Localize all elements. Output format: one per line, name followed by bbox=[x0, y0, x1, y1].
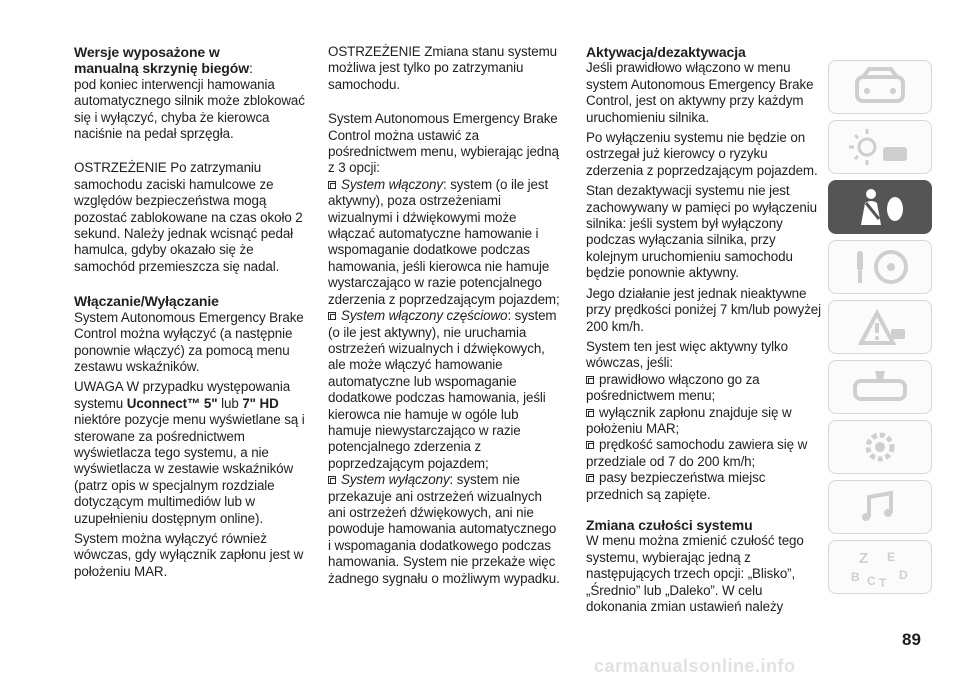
list-item: prawidłowo włączono go za pośrednictwem menu; bbox=[586, 371, 760, 404]
option-item: System wyłączony: system nie przekazuje ani ostrzeżeń wizualnych ani ostrzeżeń dźwiękowych, ani nie powoduje hamowania automatycznego i wspomagania dodatkowego podczas hamowania. System nie przekaże więc żadnego sygnału o możliwym wypadku. bbox=[328, 472, 560, 586]
tab-technical-data[interactable] bbox=[828, 420, 932, 474]
tab-maintenance[interactable] bbox=[828, 360, 932, 414]
index-letter: D bbox=[899, 568, 908, 582]
text-column-2 bbox=[328, 44, 560, 587]
bullet-icon bbox=[328, 312, 336, 320]
section-heading: Włączanie/Wyłączanie bbox=[74, 293, 219, 310]
section-heading: Aktywacja/dezaktywacja bbox=[586, 44, 746, 60]
index-letter: T bbox=[879, 576, 887, 589]
bullet-icon bbox=[586, 376, 594, 384]
paragraph: Jeśli prawidłowo włączono w menu system Autonomous Emergency Brake Control, jest on aktywny przy każdym uruchomieniu silnika. bbox=[586, 60, 814, 125]
tab-dashboard[interactable] bbox=[828, 60, 932, 114]
list-item: pasy bezpieczeństwa miejsc przednich są zapięte. bbox=[586, 470, 766, 502]
bullet-icon bbox=[328, 476, 336, 484]
index-letter: B bbox=[851, 570, 860, 584]
maintenance-wrench-icon bbox=[845, 365, 915, 409]
tab-safety[interactable] bbox=[828, 180, 932, 234]
bullet-icon bbox=[586, 409, 594, 417]
car-dashboard-icon bbox=[845, 65, 915, 109]
paragraph: UWAGA W przypadku występowania systemu Uconnect™ 5" lub 7" HD niektóre pozycje menu wyświetlane są i sterowane za pośrednictwem wyświetlacza tego systemu, a nie wyświetlacza w zestawie wskaźników (patrz opis w specjalnym rozdziale dotyczącym multimediów lub w uzupełnieniu dostępnym online). bbox=[74, 379, 305, 526]
paragraph: System Autonomous Emergency Brake Control można ustawić za pośrednictwem menu, wybierając jedną z 3 opcji: bbox=[328, 111, 559, 176]
index-letter: C bbox=[867, 574, 876, 588]
paragraph: System Autonomous Emergency Brake Control można wyłączyć (a następnie ponownie włączyć) za pomocą menu zestawu wskaźników. bbox=[74, 309, 304, 374]
index-letters-icon bbox=[845, 545, 915, 589]
bullet-icon bbox=[328, 181, 336, 189]
section-heading: Zmiana czułości systemu bbox=[586, 516, 753, 533]
text-column-1 bbox=[74, 44, 306, 580]
heading-bold-part: manualną skrzynię biegów bbox=[74, 60, 249, 77]
paragraph: Stan dezaktywacji systemu nie jest zachowywany w pamięci po wyłączeniu silnika: jeśli system był wyłączony podczas wyłączania silnika, przy kolejnym uruchomieniu samochodu będzie ponownie aktywny. bbox=[586, 183, 817, 281]
bullet-icon bbox=[586, 474, 594, 482]
warning-triangle-car-icon bbox=[845, 305, 915, 349]
technical-data-gear-icon bbox=[845, 425, 915, 469]
text-column-3 bbox=[586, 44, 822, 615]
tab-multimedia[interactable] bbox=[828, 480, 932, 534]
chapter-tabs bbox=[828, 60, 934, 600]
paragraph: Jego działanie jest jednak nieaktywne przy prędkości poniżej 7 km/lub powyżej 200 km/h. bbox=[586, 285, 822, 334]
list-item: prędkość samochodu zawiera się w przedziale od 7 do 200 km/h; bbox=[586, 437, 808, 469]
paragraph: OSTRZEŻENIE Po zatrzymaniu samochodu zaciski hamulcowe ze względów bezpieczeństwa mogą pozostać zablokowane na czas około 2 sekund. Należy jednak wcisnąć pedał hamulca, gdyby okazało się że samochód przemieszcza się nadal. bbox=[74, 160, 303, 274]
option-item: System włączony częściowo: system (o ile jest aktywny), nie uruchamia ostrzeżeń wizualnych i dźwiękowych, ale może włączyć hamowanie automatyczne lub wspomaganie dodatkowe podczas hamowania, jeśli kierowca nie hamuje w ogóle lub hamuje niewystarczająco w razie potencjalnego zderzenia z poprzedzającym pojazdem; bbox=[328, 308, 557, 471]
section-heading: Wersje wyposażone w manualną skrzynię biegów: bbox=[74, 44, 253, 77]
paragraph: System ten jest więc aktywny tylko wówczas, jeśli: bbox=[586, 338, 788, 371]
paragraph: Po wyłączeniu systemu nie będzie on ostrzegał już kierowcy o ryzyku zderzenia z poprzedzającym pojazdem. bbox=[586, 130, 818, 178]
index-letter: Z bbox=[859, 550, 869, 567]
seatbelt-airbag-icon bbox=[845, 185, 915, 229]
list-item: wyłącznik zapłonu znajduje się w położeniu MAR; bbox=[586, 404, 792, 436]
bullet-icon bbox=[586, 441, 594, 449]
tab-emergency[interactable] bbox=[828, 300, 932, 354]
paragraph: System można wyłączyć również wówczas, gdy wyłącznik zapłonu jest w położeniu MAR. bbox=[74, 530, 304, 579]
option-item: System włączony: system (o ile jest aktywny), poza ostrzeżeniami wizualnymi i dźwiękowymi może włączać automatyczne hamowanie i wspomaganie dodatkowe podczas hamowania, jeśli kierowca nie hamuje wystarczająco w razie potencjalnego zderzenia z poprzedzającym pojazdem; bbox=[328, 176, 560, 307]
tab-index[interactable] bbox=[828, 540, 932, 594]
lights-sun-icon bbox=[845, 125, 915, 169]
tab-lights[interactable] bbox=[828, 120, 932, 174]
index-letter: E bbox=[887, 550, 896, 564]
multimedia-music-icon bbox=[845, 485, 915, 529]
paragraph: W menu można zmienić czułość tego systemu, wybierając jedną z następujących trzech opcji: „Blisko”, „Średnio” lub „Daleko”. W celu dokonania zmian ustawień należy bbox=[586, 533, 804, 614]
tab-starting-driving[interactable] bbox=[828, 240, 932, 294]
watermark: carmanualsonline.info bbox=[594, 656, 796, 676]
paragraph: OSTRZEŻENIE Zmiana stanu systemu możliwa jest tylko po zatrzymaniu samochodu. bbox=[328, 44, 557, 92]
page-number: 89 bbox=[902, 630, 921, 649]
paragraph: pod koniec interwencji hamowania automatycznego silnik może zblokować się i wyłączyć, chyba że kierowca naciśnie na pedał sprzęgła. bbox=[74, 76, 305, 142]
key-steering-wheel-icon bbox=[845, 245, 915, 289]
